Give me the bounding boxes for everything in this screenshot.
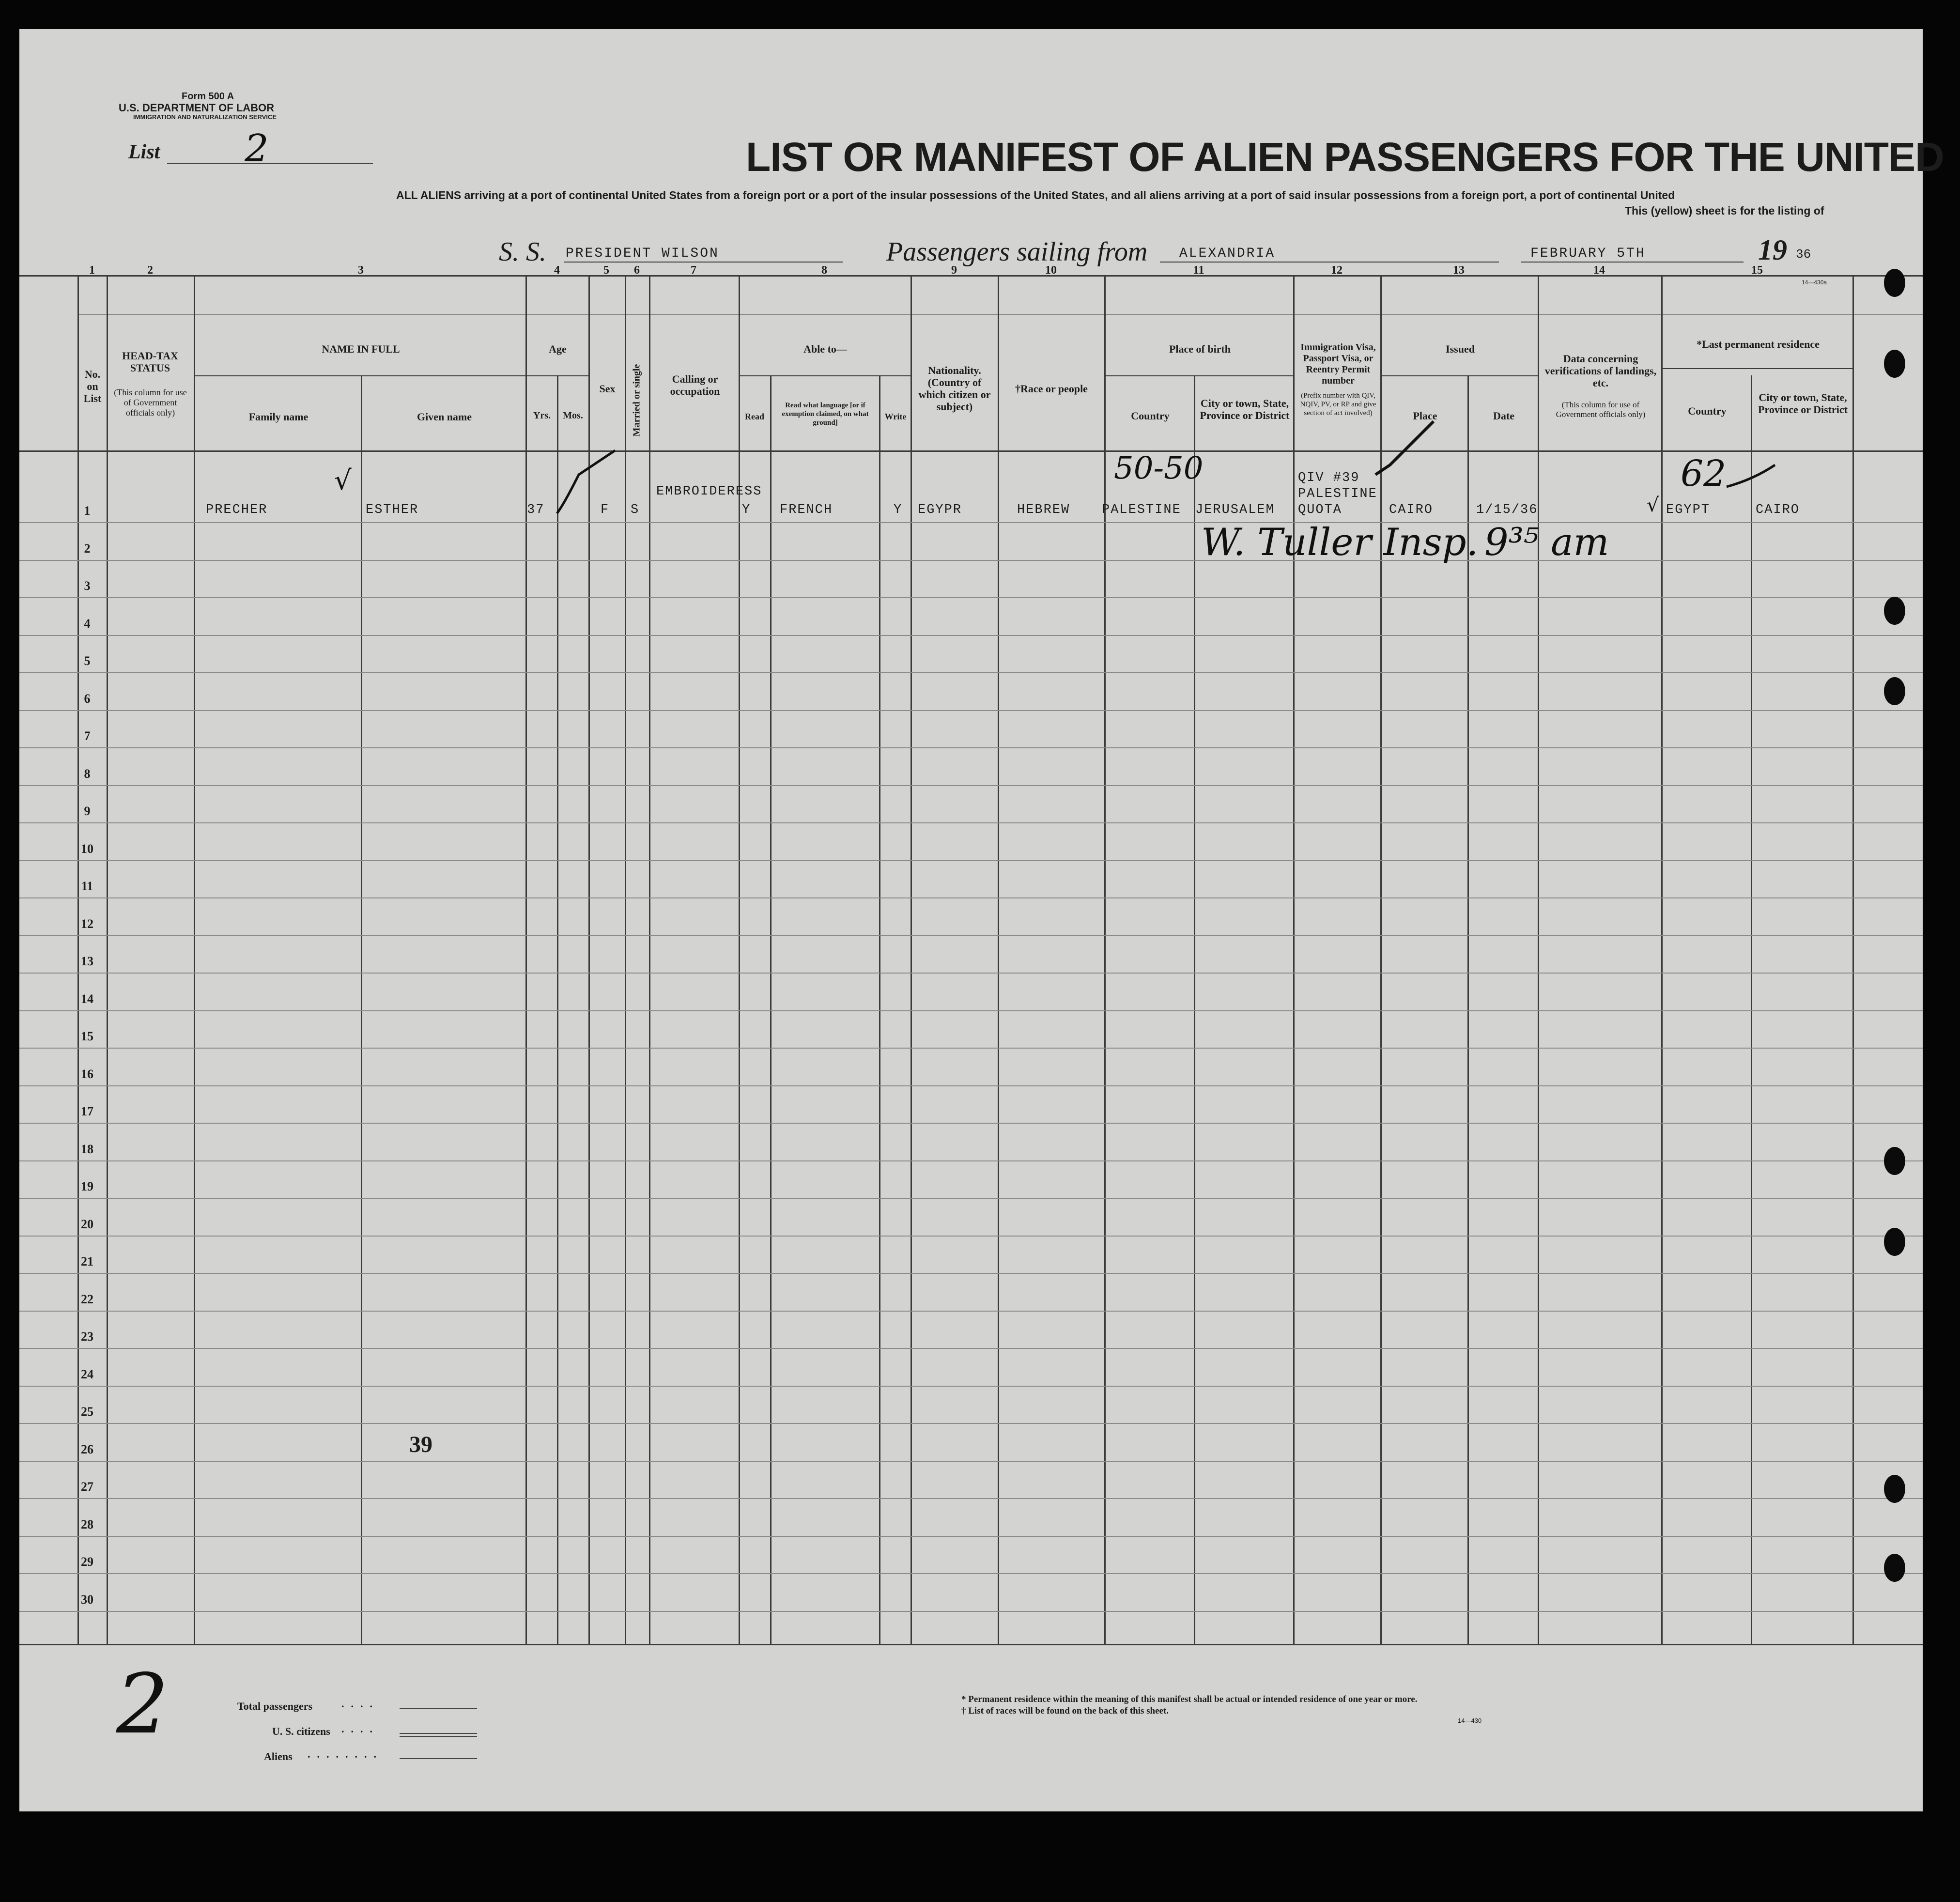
row-line [19,822,1923,823]
row-line [19,860,1923,861]
row-number: 18 [81,1142,93,1156]
header-sex: Sex [599,383,616,395]
row-number: 13 [81,954,93,968]
header-yrs: Yrs. [533,410,551,421]
header-bottom-border [19,450,1923,452]
col-number: 7 [691,264,696,277]
cell-language: FRENCH [780,503,833,517]
row-number: 8 [84,766,91,781]
row-number: 19 [81,1179,93,1193]
col-number: 15 [1751,264,1763,277]
row-number: 28 [81,1517,93,1531]
header-name-in-full: NAME IN FULL [322,343,400,355]
row-line [19,1123,1923,1124]
service-name: IMMIGRATION AND NATURALIZATION SERVICE [133,113,277,121]
header-read: Read [745,412,764,421]
row-number: 25 [81,1405,93,1419]
punch-hole [1884,1228,1905,1256]
row-line [19,1423,1923,1424]
row-number: 2 [84,541,91,556]
row-number: 17 [81,1104,93,1118]
corner-handwritten-mark: 2 [116,1656,169,1752]
us-citizens-line [400,1733,477,1734]
col-number: 11 [1193,264,1204,277]
cell-res-city: CAIRO [1756,503,1800,517]
row-number: 29 [81,1555,93,1569]
manifest-subtitle: ALL ALIENS arriving at a port of continental United States from a foreign port or a port of the insular possessions of the United States, and all aliens arriving at a port of said insular possessions from a foreign port, a port of continental United [396,189,1675,201]
col-number: 6 [634,264,640,277]
footnote-residence: * Permanent residence within the meaning of this manifest shall be actual or intended residence of one year or more. [961,1694,1418,1704]
row-number: 4 [84,616,91,631]
row-line [19,1048,1923,1049]
header-visa: Immigration Visa, Passport Visa, or Reentry Permit number [1300,342,1376,386]
row-number: 26 [81,1442,93,1456]
punch-hole [1884,269,1905,297]
row-line [19,1461,1923,1462]
us-citizens-line-2 [400,1736,477,1737]
subhead-divider-age [525,375,588,376]
total-passengers-label: Total passengers [237,1700,313,1712]
col-line [998,276,999,1644]
list-number-handwritten: 2 [245,127,269,170]
ss-label: S. S. [499,237,546,267]
row-number: 16 [81,1067,93,1081]
year-suffix: 36 [1796,247,1811,262]
row-number: 21 [81,1254,93,1268]
row-number: 24 [81,1367,93,1381]
subhead-divider-birth [1104,375,1293,376]
header-last-residence: *Last permanent residence [1697,338,1820,350]
row-number: 1 [84,504,91,518]
row-number: 14 [81,991,93,1006]
col-number: 2 [147,264,153,277]
row-line [19,1348,1923,1349]
row-line [19,973,1923,974]
header-able-to: Able to— [803,343,847,355]
stamp-number: 39 [409,1432,432,1457]
header-res-city: City or town, State, Province or District [1758,391,1848,416]
sailing-label: Passengers sailing from [886,237,1148,267]
punch-hole [1884,677,1905,705]
list-underline [167,163,373,164]
row-number: 12 [81,916,93,931]
header-nationality: Nationality. (Country of which citizen or subject) [918,364,991,413]
col-number: 5 [603,264,609,277]
row-line [19,1236,1923,1237]
row-number: 9 [84,804,91,818]
row-line [19,672,1923,673]
cell-given-name: ESTHER [366,503,419,517]
col-number: 3 [358,264,364,277]
header-head-tax-note: (This column for use of Government officials only) [114,387,187,418]
inspector-signature: W. Tuller Insp. [1201,521,1479,564]
cell-issued-date: 1/15/36 [1476,503,1538,517]
row-line [19,560,1923,561]
col-number: 13 [1453,264,1465,277]
row-number: 22 [81,1292,93,1306]
header-issued: Issued [1446,343,1475,355]
row-line [19,522,1923,523]
punch-hole [1884,350,1905,378]
cell-issued-place: CAIRO [1389,503,1434,517]
header-city: City or town, State, Province or District [1200,397,1290,421]
visa-tick-mark [1371,417,1438,479]
row-line [19,1010,1923,1011]
col-number: 4 [554,264,560,277]
row-line [19,1085,1923,1086]
row-number: 7 [84,729,91,743]
row-number: 6 [84,691,91,706]
row-line [19,1198,1923,1199]
residence-underline-mark [1724,460,1777,489]
form-code: 14—430a [1802,279,1827,286]
header-given-name: Given name [417,411,472,423]
row-number: 5 [84,654,91,668]
cell-res-country: EGYPT [1666,503,1711,517]
cell-visa-3: QUOTA [1298,503,1343,517]
aliens-label: Aliens [264,1750,293,1763]
col-line [1380,276,1382,1644]
header-visa-note: (Prefix number with QIV, NQIV, PV, or RP and give section of act involved) [1300,392,1376,417]
checkmark-data: √ [1647,494,1659,516]
year-prefix: 19 [1758,234,1787,266]
subhead-divider-able [739,375,911,376]
punch-hole [1884,1475,1905,1503]
col-number-divider [77,314,1923,315]
row-line [19,1611,1923,1612]
col-number: 12 [1331,264,1343,277]
table-top-border [19,275,1923,277]
cell-visa-2: PALESTINE [1298,487,1377,501]
col-number: 14 [1593,264,1605,277]
col-line [1661,276,1663,1644]
form-code-bottom: 14—430 [1458,1717,1482,1724]
row-line [19,1160,1923,1161]
row-line [19,635,1923,636]
punch-hole [1884,597,1905,625]
col-line [1538,276,1539,1644]
cell-family-name: PRECHER [206,503,268,517]
departure-port: ALEXANDRIA [1179,246,1276,261]
header-calling: Calling or occupation [670,373,720,397]
date-underline [1521,262,1744,263]
ship-name: PRESIDENT WILSON [566,246,719,261]
cell-race: HEBREW [1017,503,1070,517]
punch-hole [1884,1554,1905,1582]
cell-write: Y [894,503,903,517]
row-number: 15 [81,1029,93,1043]
total-dots: .... [341,1698,379,1710]
row-number: 23 [81,1330,93,1344]
cell-birth-city: JERUSALEM [1195,503,1275,517]
header-head-tax: HEAD-TAX STATUS [122,350,178,374]
checkmark-name: √ [334,465,352,496]
col-line [1852,276,1854,1644]
age-tick-mark [552,446,620,518]
subhead-divider-name [194,375,525,376]
cell-occupation: EMBROIDERESS [656,484,762,499]
manifest-sheet [19,29,1923,1811]
header-date: Date [1493,410,1514,422]
row-line [19,1498,1923,1499]
us-citizens-dots: .... [341,1723,379,1735]
header-read-what: Read what language [or if exemption claimed, on what ground] [782,402,869,427]
col-line [911,276,912,1644]
inspection-time: 9³⁵ am [1484,521,1609,564]
header-res-country: Country [1688,405,1727,417]
subhead-divider-res [1661,368,1852,369]
cell-nationality: EGYPR [918,503,962,517]
col-line [194,276,195,1644]
residence-mark: 62 [1681,453,1727,495]
port-underline [1160,262,1499,263]
cell-read: Y [742,503,751,517]
row-number: 10 [81,841,93,856]
col-number: 9 [951,264,957,277]
header-age: Age [549,343,567,355]
footnote-races: † List of races will be found on the back of this sheet. [961,1706,1169,1716]
list-label: List [128,141,160,163]
department-name: U.S. DEPARTMENT OF LABOR [119,102,275,114]
header-family-name: Family name [248,411,309,423]
col-line [649,276,650,1644]
aliens-dots: ........ [308,1748,383,1760]
row-number: 27 [81,1480,93,1494]
row-number: 3 [84,579,91,593]
row-line [19,897,1923,898]
col-line [625,276,626,1644]
manifest-title: LIST OR MANIFEST OF ALIEN PASSENGERS FOR THE UNITED [746,134,1944,180]
header-place-of-birth: Place of birth [1169,343,1231,355]
col-number: 1 [89,264,95,277]
aliens-line [400,1758,477,1759]
cell-married: S [631,503,640,517]
col-line [1293,276,1295,1644]
header-data-note: (This column for use of Government officials only) [1556,400,1646,419]
row-number: 20 [81,1217,93,1231]
row-line [19,597,1923,598]
row-line [19,1311,1923,1312]
row-line [19,785,1923,786]
row-number: 11 [81,879,93,893]
header-married: Married or single [631,364,642,437]
ship-underline [564,262,843,263]
subhead-divider-issued [1380,375,1538,376]
header-race: †Race or people [1015,383,1088,395]
cell-age-yrs: 37 [527,503,545,517]
total-passengers-line [400,1708,477,1709]
row-line [19,1536,1923,1537]
row-line [19,1386,1923,1387]
table-bottom-border [19,1644,1923,1645]
cell-birth-country: PALESTINE [1102,503,1181,517]
sailing-date: FEBRUARY 5TH [1530,246,1646,261]
cell-sex: F [601,503,610,517]
birth-place-mark: 50-50 [1114,450,1204,486]
header-mos: Mos. [563,410,583,421]
row-line [19,1273,1923,1274]
col-number: 8 [821,264,827,277]
cell-visa-1: QIV #39 [1298,471,1360,485]
row-line [19,747,1923,748]
manifest-subtitle-2: This (yellow) sheet is for the listing of [1625,204,1824,217]
col-line [525,276,527,1644]
row-line [19,1573,1923,1574]
header-place: Place [1413,410,1437,422]
header-write: Write [884,412,907,421]
row-line [19,710,1923,711]
header-data-concerning: Data concerning verifications of landings, etc. [1544,353,1657,389]
row-line [19,935,1923,936]
us-citizens-label: U. S. citizens [272,1725,330,1737]
form-number: Form 500 A [182,91,234,102]
row-number: 30 [81,1592,93,1607]
col-line [739,276,740,1644]
col-line [1104,276,1106,1644]
header-no-on-list: No. on List [83,368,102,404]
header-country: Country [1131,410,1170,422]
col-number: 10 [1045,264,1057,277]
punch-hole [1884,1147,1905,1175]
